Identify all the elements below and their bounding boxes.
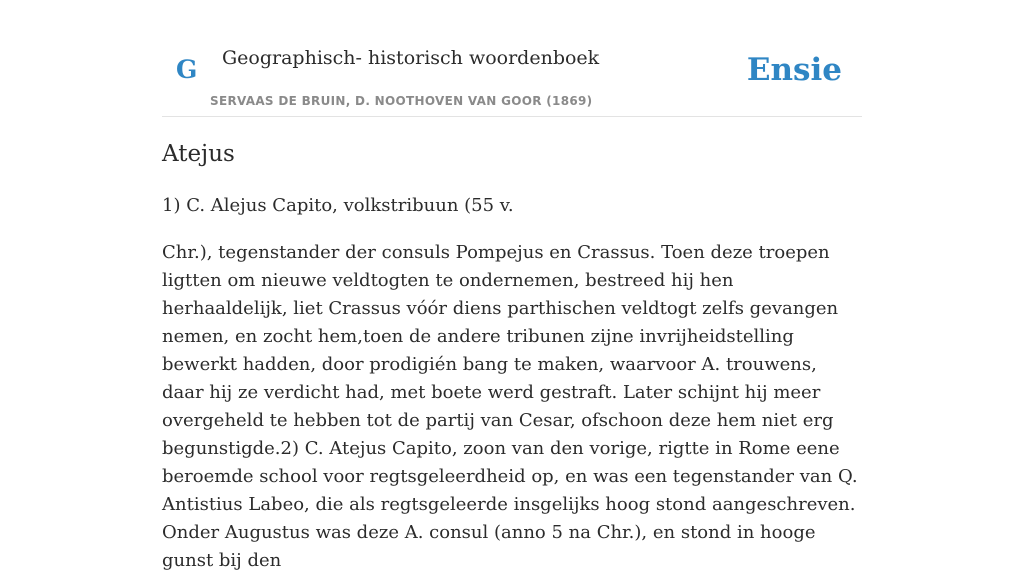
book-authors: SERVAAS DE BRUIN, D. NOOTHOVEN VAN GOOR (1869) [210,94,593,108]
header [162,0,862,117]
article-paragraph: Chr.), tegenstander der consuls Pompejus en Crassus. Toen deze troepen ligtten om nieuwe veldtogten te ondernemen, bestreed hij hen herhaaldelijk, liet Crassus vóór diens parthischen veldtogt zelfs gevangen nemen, en zocht hem,toen de andere tribunen zijne invrijheidstelling bewerkt hadden, door prodigién bang te maken, waarvoor A. trouwens, daar hij ze verdicht had, met boete werd gestraft. Later schijnt hij meer overgeheld te hebben tot de partij van Cesar, ofschoon deze hem niet erg begunstigde.2) C. Atejus Capito, zoon van den vorige, rigtte in Rome eene beroemde school voor regtsgeleerdheid op, en was een tegenstander van Q. Antistius Labeo, die als regtsgeleerde insgelijks hoog stond aangeschreven. Onder Augustus was deze A. consul (anno 5 na Chr.), en stond in hooge gunst bij den [162,242,858,571]
article-paragraph: 1) C. Alejus Capito, volkstribuun (55 v. [162,195,514,216]
book-logo-icon[interactable]: G [176,55,198,84]
ensie-logo-link[interactable]: Ensie [746,52,842,88]
article [162,134,862,575]
book-title-link[interactable]: Geographisch- historisch woordenboek [222,47,600,69]
article-title: Atejus [162,141,235,167]
